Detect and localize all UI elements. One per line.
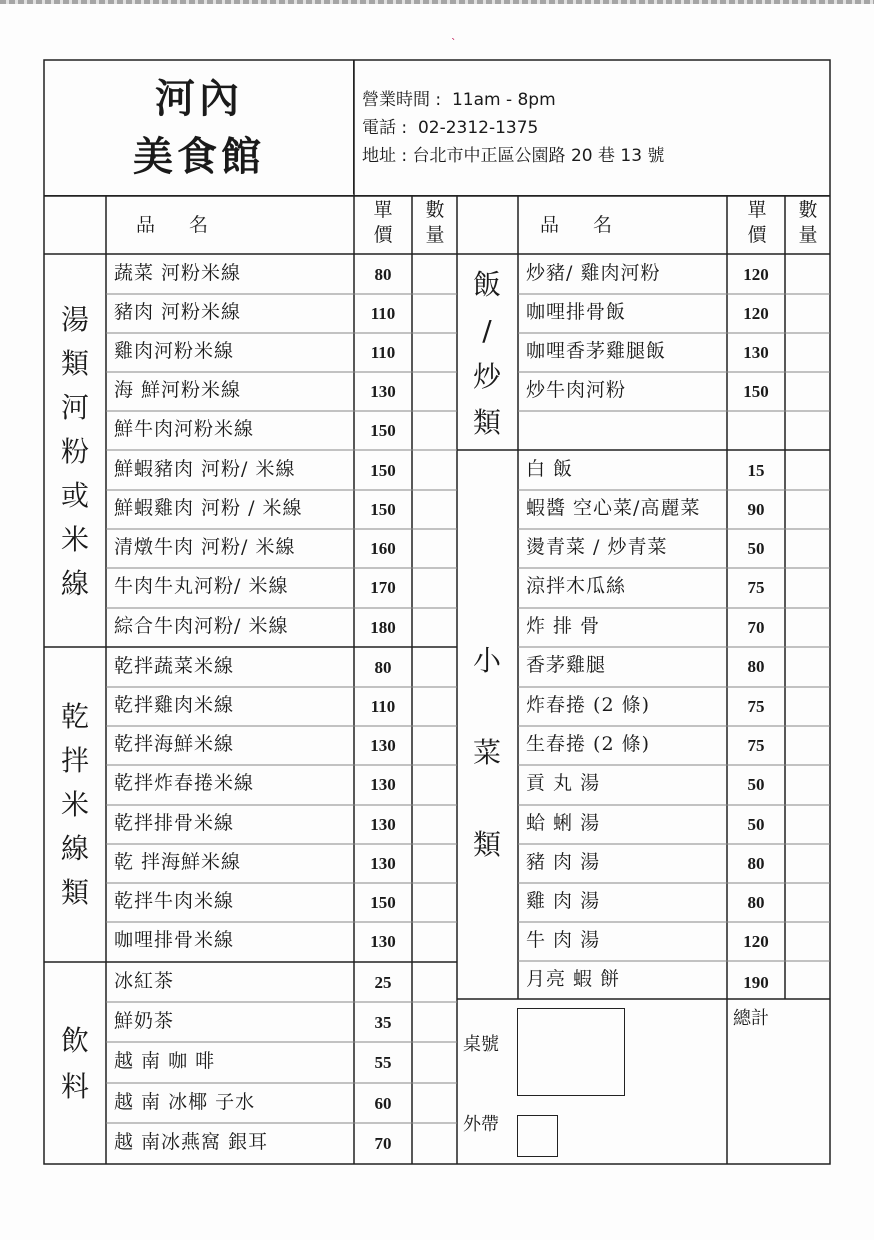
item-price: 130 bbox=[370, 854, 396, 873]
item-price: 55 bbox=[374, 1053, 392, 1072]
item-price: 80 bbox=[374, 265, 392, 284]
item-price: 150 bbox=[370, 500, 396, 519]
item-name: 乾拌牛肉米線 bbox=[114, 890, 235, 912]
item-name: 涼拌木瓜絲 bbox=[526, 575, 627, 597]
item-price: 170 bbox=[370, 578, 396, 597]
item-price: 80 bbox=[747, 854, 765, 873]
item-price: 150 bbox=[370, 461, 396, 480]
item-name: 越 南 冰椰 子水 bbox=[114, 1091, 256, 1113]
col-quantity-char2: 量 bbox=[798, 224, 818, 246]
section-label-soup-noodles bbox=[55, 298, 95, 606]
item-price: 150 bbox=[743, 382, 769, 401]
item-price: 50 bbox=[747, 539, 765, 558]
col-quantity-char2: 量 bbox=[425, 224, 445, 246]
phone-number: 電話 : 02-2312-1375 bbox=[362, 118, 539, 138]
label-char: 線 bbox=[60, 832, 89, 865]
col-unit-price-right bbox=[745, 198, 769, 248]
item-name: 蔬菜 河粉米線 bbox=[114, 262, 242, 284]
item-price bbox=[727, 411, 785, 450]
table-number-label: 桌號 bbox=[463, 1034, 499, 1055]
item-name: 牛 肉 湯 bbox=[526, 929, 601, 951]
label-char: 河 bbox=[60, 391, 89, 424]
section-label-drinks bbox=[55, 1018, 95, 1110]
item-price: 150 bbox=[370, 421, 396, 440]
item-price: 120 bbox=[743, 932, 769, 951]
label-char: / bbox=[482, 314, 492, 347]
shop-name-line2: 美食館 bbox=[133, 134, 265, 180]
item-name: 蝦醬 空心菜/高麗菜 bbox=[526, 497, 701, 519]
col-unit-price-char2: 價 bbox=[373, 224, 393, 246]
item-price: 75 bbox=[747, 578, 765, 597]
item-name: 咖哩香茅雞腿飯 bbox=[526, 340, 667, 362]
col-unit-price-left bbox=[371, 198, 395, 248]
item-name: 冰紅茶 bbox=[114, 970, 175, 992]
col-item-name-left: 品 名 bbox=[136, 214, 223, 236]
item-price: 75 bbox=[747, 736, 765, 755]
menu-header bbox=[44, 60, 830, 196]
item-name: 越 南 咖 啡 bbox=[114, 1050, 216, 1072]
col-quantity-char1: 數 bbox=[425, 199, 445, 221]
item-name: 燙青菜 / 炒青菜 bbox=[526, 536, 668, 558]
item-price: 80 bbox=[374, 658, 392, 677]
section-label-rice bbox=[467, 262, 507, 446]
item-name: 香茅雞腿 bbox=[526, 654, 607, 676]
item-name: 豬 肉 湯 bbox=[526, 851, 601, 873]
col-unit-price-char2: 價 bbox=[747, 224, 767, 246]
item-name: 乾拌排骨米線 bbox=[114, 812, 235, 834]
item-price: 120 bbox=[743, 304, 769, 323]
item-price: 120 bbox=[743, 265, 769, 284]
item-name: 月亮 蝦 餅 bbox=[526, 968, 621, 990]
item-price: 75 bbox=[747, 697, 765, 716]
label-char: 類 bbox=[60, 347, 89, 380]
item-name: 鮮蝦豬肉 河粉/ 米線 bbox=[114, 458, 296, 480]
item-name: 貢 丸 湯 bbox=[526, 772, 601, 794]
label-char: 米 bbox=[60, 523, 89, 556]
item-name: 乾拌海鮮米線 bbox=[114, 733, 235, 755]
item-name: 鮮蝦雞肉 河粉 / 米線 bbox=[114, 497, 303, 519]
business-hours: 營業時間 : 11am - 8pm bbox=[362, 90, 556, 110]
item-name: 蛤 蜊 湯 bbox=[526, 812, 601, 834]
item-price: 130 bbox=[370, 382, 396, 401]
pen-mark: ` bbox=[451, 37, 457, 50]
label-char: 類 bbox=[60, 876, 89, 909]
label-char: 線 bbox=[60, 567, 89, 600]
item-name: 乾拌雞肉米線 bbox=[114, 694, 235, 716]
label-char: 粉 bbox=[60, 435, 89, 468]
item-price: 110 bbox=[370, 343, 396, 362]
label-char: 類 bbox=[472, 406, 501, 439]
item-name: 炸 排 骨 bbox=[526, 615, 601, 637]
item-price: 25 bbox=[374, 973, 392, 992]
item-name: 雞肉河粉米線 bbox=[114, 340, 235, 362]
item-name: 咖哩排骨米線 bbox=[114, 929, 235, 951]
shop-name-line1: 河內 bbox=[155, 76, 243, 122]
col-quantity-char1: 數 bbox=[798, 199, 818, 221]
item-price: 50 bbox=[747, 775, 765, 794]
item-price: 80 bbox=[747, 893, 765, 912]
item-price: 180 bbox=[370, 618, 396, 637]
label-char: 湯 bbox=[60, 303, 89, 336]
item-name: 生春捲 (2 條) bbox=[526, 733, 650, 755]
label-char: 小 bbox=[472, 644, 501, 677]
col-quantity-left bbox=[423, 198, 447, 248]
item-price: 110 bbox=[370, 697, 396, 716]
label-char: 米 bbox=[60, 788, 89, 821]
item-price: 70 bbox=[374, 1134, 392, 1153]
item-price: 90 bbox=[747, 500, 765, 519]
item-price: 130 bbox=[370, 775, 396, 794]
item-price: 80 bbox=[747, 657, 765, 676]
item-name: 牛肉牛丸河粉/ 米線 bbox=[114, 575, 289, 597]
item-name: 清燉牛肉 河粉/ 米線 bbox=[114, 536, 296, 558]
label-char: 炒 bbox=[472, 360, 501, 393]
item-name: 炸春捲 (2 條) bbox=[526, 694, 650, 716]
shop-info bbox=[362, 86, 664, 170]
col-unit-price-char1: 單 bbox=[747, 199, 767, 221]
item-name: 乾 拌海鮮米線 bbox=[114, 851, 242, 873]
item-price: 150 bbox=[370, 893, 396, 912]
item-price: 60 bbox=[374, 1094, 392, 1113]
takeout-label: 外帶 bbox=[463, 1114, 499, 1135]
item-name: 白 飯 bbox=[526, 458, 574, 480]
item-price: 110 bbox=[370, 304, 396, 323]
item-price: 35 bbox=[374, 1013, 392, 1032]
item-name: 越 南冰燕窩 銀耳 bbox=[114, 1131, 269, 1153]
item-name: 豬肉 河粉米線 bbox=[114, 301, 242, 323]
item-name: 鮮牛肉河粉米線 bbox=[114, 418, 255, 440]
item-price: 160 bbox=[370, 539, 396, 558]
item-price: 130 bbox=[370, 932, 396, 951]
item-name: 炒豬/ 雞肉河粉 bbox=[526, 262, 661, 284]
item-name: 鮮奶茶 bbox=[114, 1010, 175, 1032]
col-item-name-right: 品 名 bbox=[540, 214, 627, 236]
item-name: 綜合牛肉河粉/ 米線 bbox=[114, 615, 289, 637]
item-price: 70 bbox=[747, 618, 765, 637]
label-char: 料 bbox=[60, 1070, 89, 1103]
section-label-dry-noodles bbox=[55, 695, 95, 915]
item-price: 50 bbox=[747, 815, 765, 834]
col-unit-price-char1: 單 bbox=[373, 199, 393, 221]
item-price: 15 bbox=[747, 461, 765, 480]
item-price: 190 bbox=[743, 973, 769, 992]
shop-name bbox=[44, 60, 354, 194]
label-char: 飲 bbox=[60, 1024, 89, 1057]
label-char: 菜 bbox=[472, 736, 501, 769]
item-price: 130 bbox=[370, 815, 396, 834]
item-name: 雞 肉 湯 bbox=[526, 890, 601, 912]
takeout-checkbox[interactable] bbox=[517, 1115, 558, 1157]
section-label-side-dishes bbox=[467, 615, 507, 891]
item-name: 乾拌蔬菜米線 bbox=[114, 655, 235, 677]
table-number-box[interactable] bbox=[517, 1008, 625, 1096]
col-quantity-right bbox=[796, 198, 820, 248]
item-name: 海 鮮河粉米線 bbox=[114, 379, 242, 401]
item-name: 咖哩排骨飯 bbox=[526, 301, 627, 323]
address: 地址 : 台北市中正區公園路 20 巷 13 號 bbox=[362, 146, 665, 166]
label-char: 或 bbox=[60, 479, 89, 512]
total-label: 總計 bbox=[733, 1008, 769, 1029]
item-name: 乾拌炸春捲米線 bbox=[114, 772, 255, 794]
label-char: 乾 bbox=[60, 700, 89, 733]
label-char: 拌 bbox=[60, 744, 89, 777]
item-price: 130 bbox=[370, 736, 396, 755]
item-price: 130 bbox=[743, 343, 769, 362]
item-name: 炒牛肉河粉 bbox=[526, 379, 627, 401]
label-char: 飯 bbox=[472, 268, 501, 301]
label-char: 類 bbox=[472, 828, 501, 861]
